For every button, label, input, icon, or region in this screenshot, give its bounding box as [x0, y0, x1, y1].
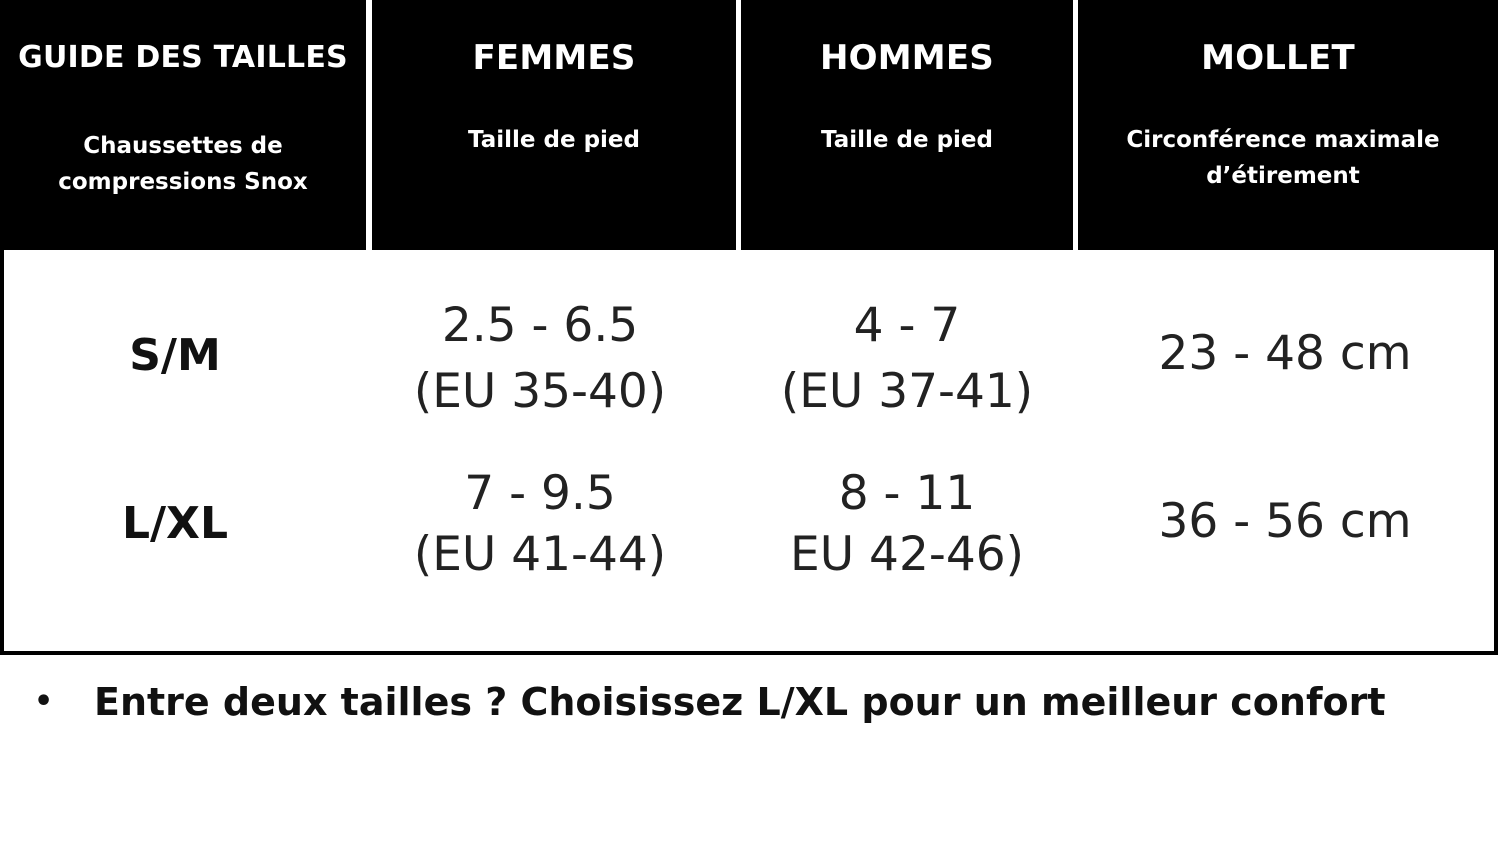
header-calf-cell: [1078, 0, 1498, 250]
men-eu-sm: (EU 37-41): [780, 364, 1034, 419]
size-label-lxl: L/XL: [121, 498, 229, 549]
header-women-cell: [372, 0, 736, 250]
size-label-sm: S/M: [129, 330, 221, 381]
men-us-sm: 4 - 7: [853, 298, 961, 353]
size-advice-text: Entre deux tailles ? Choisissez L/XL pour un meilleur confort: [94, 680, 1386, 724]
guide-title: GUIDE DES TAILLES: [18, 40, 348, 75]
women-eu-sm: (EU 35-40): [413, 364, 667, 419]
women-us-lxl: 7 - 9.5: [464, 466, 616, 521]
header-men-cell: [741, 0, 1073, 250]
bullet-point: •: [34, 684, 54, 719]
header-guide-cell: [0, 0, 366, 250]
women-us-sm: 2.5 - 6.5: [441, 298, 639, 353]
women-column-subtitle: Taille de pied: [468, 127, 640, 153]
size-advice-note: [34, 680, 1386, 724]
men-us-lxl: 8 - 11: [838, 466, 976, 521]
calf-lxl: 36 - 56 cm: [1158, 494, 1412, 549]
men-eu-lxl: EU 42-46): [790, 527, 1024, 582]
men-column-subtitle: Taille de pied: [821, 127, 993, 153]
guide-subtitle: Chaussettes de compressions Snox: [58, 133, 308, 195]
calf-sm: 23 - 48 cm: [1158, 326, 1412, 381]
men-column-title: HOMMES: [820, 38, 994, 78]
women-column-title: FEMMES: [472, 38, 636, 78]
calf-column-subtitle: Circonférence maximale d’étirement: [1126, 127, 1440, 189]
calf-column-title: MOLLET: [1201, 38, 1355, 78]
women-eu-lxl: (EU 41-44): [413, 527, 667, 582]
